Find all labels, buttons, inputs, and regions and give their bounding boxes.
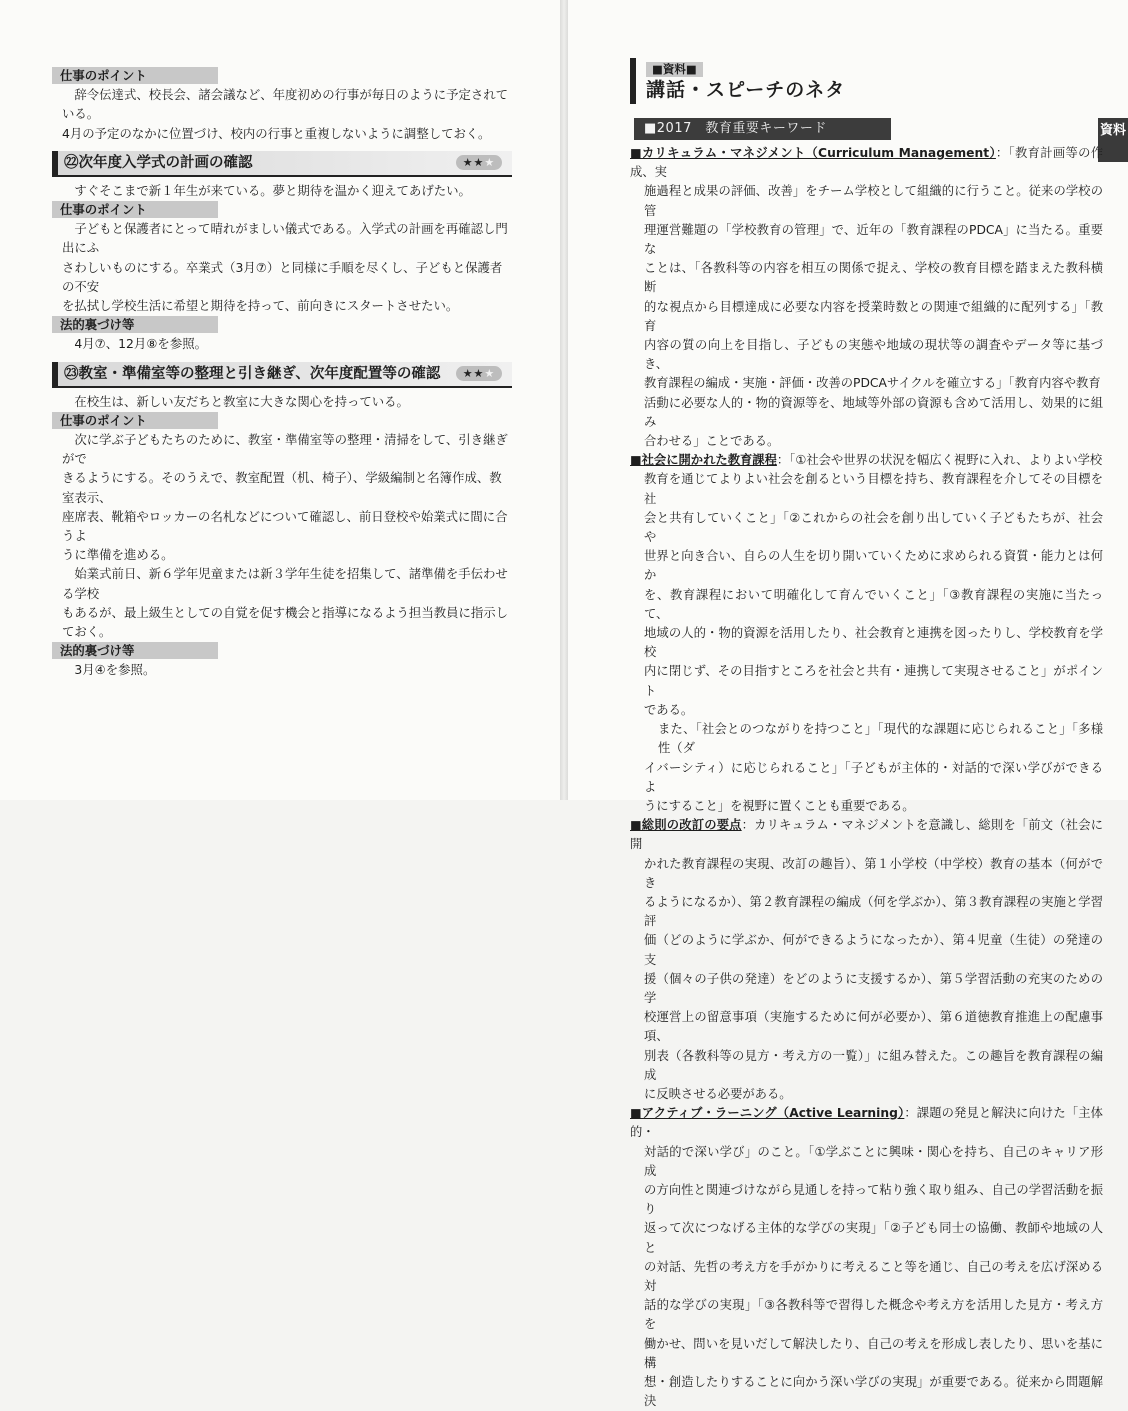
- difficulty-stars: [456, 366, 502, 381]
- entry-text: ：「教育計画等の作成、実: [630, 146, 1103, 180]
- entry-line: 世界と向き合い、自らの人生を切り開いていくために求められる資質・能力とは何か: [644, 549, 1103, 583]
- paragraph-line: もあるが、最上級生としての自覚を促す機会と指導になるよう担当教員に指示しておく。: [62, 604, 509, 640]
- entry-line: 援（個々の子供の発達）をどのように支援するか）、第５学習活動の充実のための学: [644, 971, 1103, 1005]
- keywords-banner: ■2017 教育重要キーワード: [634, 118, 891, 140]
- entry-line: ことは、「各教科等の内容を相互の関係で捉え、学校の教育目標を踏まえた教科横断: [644, 261, 1103, 295]
- entry-line: 内に閉じず、その目指すところを社会と共有・連携して実現させること」がポイント: [644, 664, 1103, 698]
- star-on: ★★: [462, 366, 485, 380]
- star-off: ★: [484, 155, 496, 169]
- side-index-tab: 資料: [1098, 118, 1128, 162]
- paragraph-line: 子どもと保護者にとって晴れがましい儀式である。入学式の計画を再確認し門出にふ: [62, 221, 508, 256]
- paragraph-line: きるようにする。そのうえで、教室配置（机、椅子）、学級編制と名簿作成、教室表示、: [62, 470, 502, 505]
- entry-text: ：カリキュラム・マネジメントを意識し、総則を「前文（社会に開: [630, 818, 1103, 852]
- star-off: ★: [484, 366, 496, 380]
- entry-line: 想・創造したりすることに向かう深い学びの実現」が重要である。従来から問題解決: [644, 1375, 1103, 1409]
- entry-line: 合わせる」ことである。: [644, 434, 780, 449]
- keyword-heading: ■社会に開かれた教育課程: [630, 453, 777, 468]
- entry-line: 返って次につなげる主体的な学びの実現」「②子ども同士の協働、教師や地域の人と: [644, 1221, 1103, 1255]
- materials-label: ■資料■: [646, 62, 703, 77]
- keyword-heading: ■アクティブ・ラーニング（Active Learning）: [630, 1106, 905, 1121]
- work-point-tag: 仕事のポイント: [52, 67, 218, 84]
- star-on: ★★: [462, 155, 485, 169]
- entry-line: 施過程と成果の評価、改善」をチーム学校として組織的に行うこと。従来の学校の管: [644, 184, 1103, 218]
- book-gutter: [560, 0, 568, 800]
- work-point-tag: 仕事のポイント: [52, 412, 218, 429]
- entry-line: 別表（各教科等の見方・考え方の一覧）」に組み替えた。この趣旨を教育課程の編成: [644, 1048, 1103, 1082]
- section-intro: すぐそこまで新１年生が来ている。夢と期待を温かく迎えてあげたい。: [74, 182, 471, 198]
- left-column: [52, 66, 512, 680]
- section-23-heading: [52, 362, 512, 388]
- entry-line: 地域の人的・物的資源を活用したり、社会教育と連携を図ったりし、学校教育を学校: [644, 626, 1103, 660]
- left-page: [0, 0, 560, 800]
- keyword-heading: ■総則の改訂の要点: [630, 818, 742, 833]
- entry-line: 活動に必要な人的・物的資源等を、地域等外部の資源も含めて活用し、効果的に組み: [644, 395, 1103, 429]
- chapter-title: 講話・スピーチのネタ: [646, 79, 846, 101]
- entry-line: 校運営上の留意事項（実施するために何が必要か）、第６道徳教育推進上の配慮事項、: [644, 1010, 1103, 1044]
- paragraph-line: を払拭し学校生活に希望と期待を持って、前向きにスタートさせたい。: [62, 298, 459, 314]
- entry-line: うにすること」を視野に置くことも重要である。: [644, 798, 915, 813]
- legal-basis-text: 3月④を参照。: [74, 662, 156, 678]
- paragraph-line: 始業式前日、新６学年児童または新３学年生徒を招集して、諸準備を手伝わせる学校: [62, 566, 508, 601]
- entry-line: 的な視点から目標達成に必要な内容を授業時数との関連で組織的に配列する」「教育: [644, 299, 1103, 333]
- keyword-entry: [630, 1104, 1103, 1411]
- entry-line: に反映させる必要がある。: [644, 1086, 792, 1101]
- difficulty-stars: [456, 155, 502, 170]
- entry-line: また、「社会とのつながりを持つこと」「現代的な課題に応じられること」「多様性（ダ: [658, 722, 1103, 756]
- paragraph-line: 辞令伝達式、校長会、諸会議など、年度初めの行事が毎日のように予定されている。: [62, 87, 509, 122]
- paragraph-line: うに準備を進める。: [62, 547, 174, 563]
- section-intro: 在校生は、新しい友だちと教室に大きな関心を持っている。: [74, 393, 409, 409]
- keyword-entry: [630, 816, 1103, 1104]
- entry-line: るようになるか）、第２教育課程の編成（何を学ぶか）、第３教育課程の実施と学習評: [644, 894, 1103, 929]
- legal-basis-tag: 法的裏づけ等: [52, 642, 218, 659]
- entry-line: 対話的で深い学び」のこと。「①学ぶことに興味・関心を持ち、自己のキャリア形成: [644, 1144, 1103, 1178]
- chapter-header: [630, 58, 946, 104]
- section-22-heading: [52, 151, 512, 177]
- entry-line: 教育課程の編成・実施・評価・改善のPDCAサイクルを確立する」「教育内容や教育: [644, 376, 1101, 391]
- paragraph-line: 座席表、靴箱やロッカーの名札などについて確認し、前日登校や始業式に間に合うよ: [62, 508, 508, 544]
- entry-line: 話的な学びの実現」「③各教科等で習得した概念や考え方を活用した見方・考え方を: [644, 1298, 1103, 1332]
- right-page: [568, 0, 1128, 1409]
- keyword-entry: [630, 451, 1103, 816]
- section-title: ㉒次年度入学式の計画の確認: [64, 154, 253, 171]
- entry-line: 働かせ、問いを見いだして解決したり、自己の考えを形成し表したり、思いを基に構: [644, 1336, 1103, 1370]
- work-point-tag: 仕事のポイント: [52, 201, 218, 218]
- legal-basis-tag: 法的裏づけ等: [52, 316, 218, 333]
- paragraph-line: さわしいものにする。卒業式（3月⑦）と同様に手順を尽くし、子どもと保護者の不安: [62, 259, 503, 294]
- paragraph-line: 次に学ぶ子どもたちのために、教室・準備室等の整理・清掃をして、引き継ぎがで: [62, 432, 508, 467]
- entry-line: を、教育課程において明確化して育んでいくこと」「③教育課程の実施に当たって、: [644, 587, 1103, 621]
- entry-line: かれた教育課程の実現、改訂の趣旨）、第１小学校（中学校）教育の基本（何ができ: [644, 856, 1103, 890]
- entry-line: 教育を通じてよりよい社会を創るという目標を持ち、教育課程を介してその目標を社: [644, 472, 1103, 506]
- entry-line: の対話、先哲の考え方を手がかりに考えること等を通じ、自己の考えを広げ深める対: [644, 1259, 1103, 1293]
- paragraph-line: 4月の予定のなかに位置づけ、校内の行事と重複しないように調整しておく。: [62, 125, 491, 141]
- legal-basis-text: 4月⑦、12月⑧を参照。: [74, 336, 207, 352]
- keyword-heading: ■カリキュラム・マネジメント（Curriculum Management）: [630, 146, 996, 160]
- keyword-entry: [630, 144, 1103, 451]
- entry-line: 理運営難題の「学校教育の管理」で、近年の「教育課程のPDCA」に当たる。重要な: [644, 222, 1103, 257]
- entry-text: ：課題の発見と解決に向けた「主体的・: [630, 1106, 1103, 1140]
- entry-line: 会と共有していくこと」「②これからの社会を創り出していく子どもたちが、社会や: [644, 510, 1103, 545]
- entry-line: 価（どのように学ぶか、何ができるようになったか）、第４児童（生徒）の発達の支: [644, 933, 1103, 967]
- entry-line: 内容の質の向上を目指し、子どもの実態や地域の現状等の調査やデータ等に基づき、: [644, 338, 1103, 372]
- entry-line: イバーシティ）に応じられること」「子どもが主体的・対話的で深い学びができるよ: [644, 760, 1103, 794]
- entry-text: ：「①社会や世界の状況を幅広く視野に入れ、よりよい学校: [776, 453, 1103, 468]
- entry-line: である。: [644, 702, 694, 717]
- section-title: ㉓教室・準備室等の整理と引き継ぎ、次年度配置等の確認: [64, 365, 441, 382]
- keyword-list: [630, 144, 1103, 1411]
- entry-line: の方向性と関連づけながら見通しを持って粘り強く取り組み、自己の学習活動を振り: [644, 1182, 1103, 1217]
